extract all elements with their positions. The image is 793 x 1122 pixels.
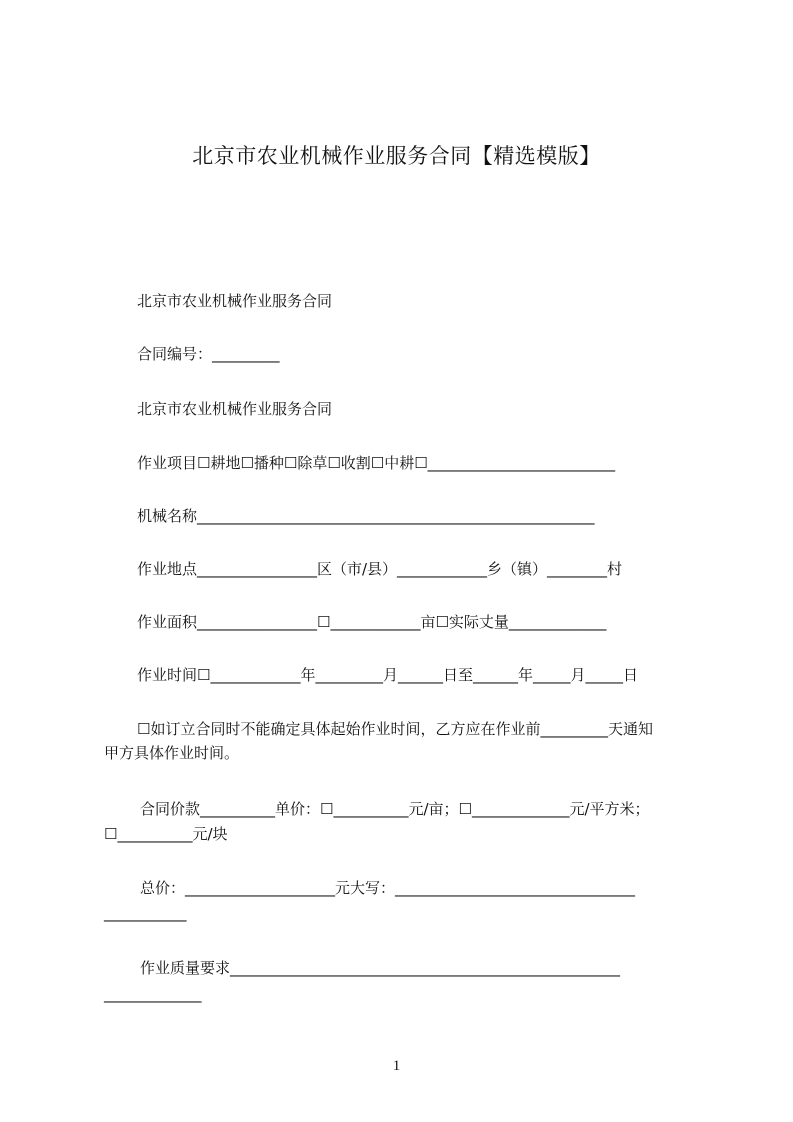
contract-number-line: 合同编号：_________ [137,345,280,363]
work-items-line: 作业项目☐耕地☐播种☐除草☐收割☐中耕☐_________________________ [137,454,616,472]
page-number: 1 [392,1058,401,1074]
contract-price-line: 合同价款__________单价：☐__________元/亩；☐_____________元/平方米； [140,800,650,818]
contract-heading: 北京市农业机械作业服务合同 [137,292,333,310]
total-price-line: 总价：____________________元大写：________________________________ [140,879,636,897]
start-time-notice-line: ☐如订立合同时不能确定具体起始作业时间，乙方应在作业前_________天通知 [137,720,653,738]
work-location-line: 作业地点________________区（市/县）____________乡（镇）________村 [137,560,623,578]
start-time-notice-continuation: 甲方具体作业时间。 [104,744,240,762]
total-price-continuation: ___________ [104,904,187,922]
contract-price-continuation: ☐__________元/块 [104,825,228,843]
quality-requirement-continuation: _____________ [104,985,202,1003]
page-title: 北京市农业机械作业服务合同【精选模版】 [192,144,601,168]
work-time-line: 作业时间☐____________年_________月______日至______年_____月_____日 [137,666,638,684]
contract-subheading: 北京市农业机械作业服务合同 [137,400,333,418]
work-area-line: 作业面积________________☐____________亩☐实际丈量_____________ [137,613,607,631]
quality-requirement-line: 作业质量要求____________________________________________________ [140,959,621,977]
machine-name-line: 机械名称_____________________________________________________ [137,507,595,525]
